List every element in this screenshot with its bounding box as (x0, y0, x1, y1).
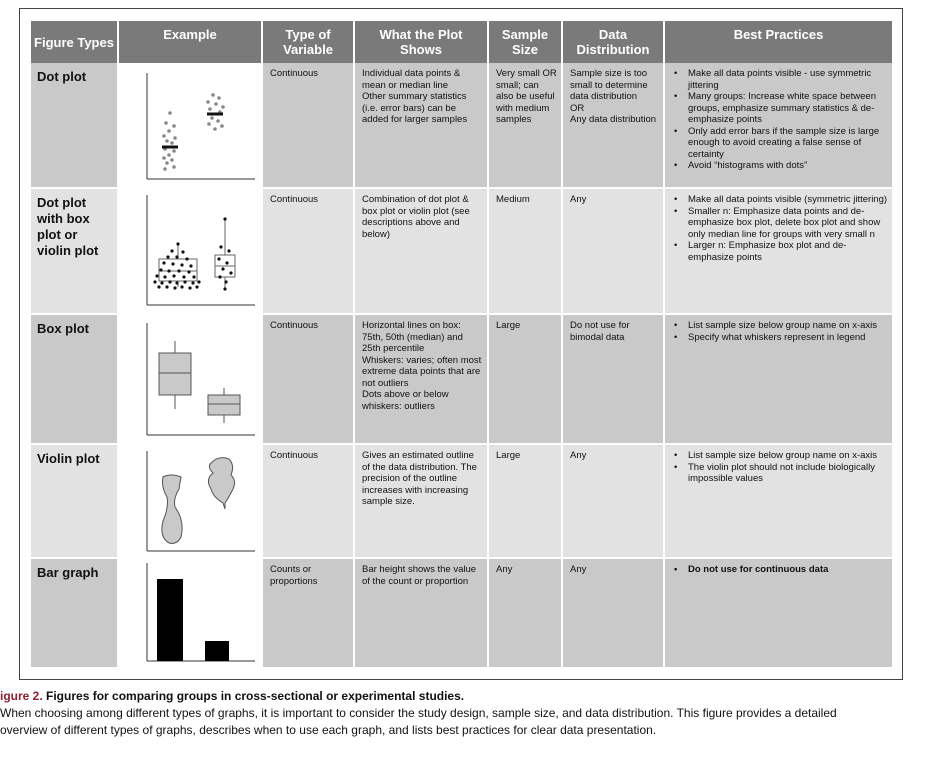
comparison-table (31, 21, 892, 667)
header-data-distribution: Data Distribution (563, 21, 663, 63)
dot-plot-example (119, 63, 261, 187)
caption-title (0, 688, 943, 705)
header-example: Example (119, 21, 261, 63)
what-plot-shows: Gives an estimated outline of the data distribution. The precision of the outline increases with increasing sample size. (355, 445, 487, 557)
best-practices (665, 445, 892, 557)
data-distribution: Any (563, 559, 663, 667)
caption-label: igure 2. (0, 689, 43, 703)
sample-size: Any (489, 559, 561, 667)
box-plot-example (119, 315, 261, 443)
best-practices (665, 315, 892, 443)
table-row (31, 445, 892, 557)
best-practice-item: • Smaller n: Emphasize data points and de-emphasize box plot, delete box plot and show only median line for groups with very small n (688, 206, 888, 241)
table-row (31, 63, 892, 187)
best-practices (665, 189, 892, 313)
sample-size: Large (489, 315, 561, 443)
header-figure-types: Figure Types (31, 21, 117, 63)
type-of-variable: Continuous (263, 315, 353, 443)
figure-caption (0, 688, 943, 739)
caption-title-text: Figures for comparing groups in cross-sectional or experimental studies. (42, 689, 465, 703)
figure-type-name: Violin plot (31, 445, 117, 557)
best-practices (665, 63, 892, 187)
what-plot-shows: Horizontal lines on box: 75th, 50th (median) and 25th percentile Whiskers: varies; often most extreme data points that are not outliers Dots above or below whiskers: outliers (355, 315, 487, 443)
sample-size: Large (489, 445, 561, 557)
header-what-the-plot-shows: What the Plot Shows (355, 21, 487, 63)
table-row (31, 559, 892, 667)
best-practice-item: • Larger n: Emphasize box plot and de-emphasize points (688, 240, 888, 263)
best-practice-item: • List sample size below group name on x-axis (688, 450, 888, 462)
figure-type-name: Dot plot with box plot or violin plot (31, 189, 117, 313)
best-practice-item: • Only add error bars if the sample size is large enough to avoid creating a false sense of certainty (688, 126, 888, 161)
header-type-of-variable: Type of Variable (263, 21, 353, 63)
dot-box-plot-example (119, 189, 261, 313)
type-of-variable: Counts or proportions (263, 559, 353, 667)
best-practice-item: • Many groups: Increase white space between groups, emphasize summary statistics & de-emphasize points (688, 91, 888, 126)
violin-plot-example (119, 445, 261, 557)
data-distribution: Sample size is too small to determine data distribution OR Any data distribution (563, 63, 663, 187)
best-practice-item: • List sample size below group name on x-axis (688, 320, 888, 332)
header-best-practices: Best Practices (665, 21, 892, 63)
data-distribution: Do not use for bimodal data (563, 315, 663, 443)
what-plot-shows: Individual data points & mean or median line Other summary statistics (i.e. error bars) can be added for larger samples (355, 63, 487, 187)
figure-type-name: Dot plot (31, 63, 117, 187)
best-practice-item: • The violin plot should not include biologically impossible values (688, 462, 888, 485)
header-sample-size: Sample Size (489, 21, 561, 63)
best-practices (665, 559, 892, 667)
table-row (31, 189, 892, 313)
type-of-variable: Continuous (263, 63, 353, 187)
sample-size: Very small OR small; can also be useful with medium samples (489, 63, 561, 187)
caption-body-line: When choosing among different types of graphs, it is important to consider the study design, sample size, and data distribution. This figure provides a detailed (0, 706, 837, 720)
sample-size: Medium (489, 189, 561, 313)
figure-type-name: Box plot (31, 315, 117, 443)
type-of-variable: Continuous (263, 189, 353, 313)
type-of-variable: Continuous (263, 445, 353, 557)
best-practice-item: • Make all data points visible - use symmetric jittering (688, 68, 888, 91)
best-practice-item: • Avoid “histograms with dots” (688, 160, 888, 172)
best-practice-item: • Specify what whiskers represent in legend (688, 332, 888, 344)
best-practice-item: • Do not use for continuous data (688, 564, 888, 576)
best-practice-item: • Make all data points visible (symmetric jittering) (688, 194, 888, 206)
what-plot-shows: Combination of dot plot & box plot or violin plot (see descriptions above and below) (355, 189, 487, 313)
bar-graph-example (119, 559, 261, 667)
what-plot-shows: Bar height shows the value of the count or proportion (355, 559, 487, 667)
table-row (31, 315, 892, 443)
data-distribution: Any (563, 445, 663, 557)
data-distribution: Any (563, 189, 663, 313)
figure-type-name: Bar graph (31, 559, 117, 667)
caption-body-line: overview of different types of graphs, describes when to use each graph, and lists best practices for clear data presentation. (0, 723, 657, 737)
